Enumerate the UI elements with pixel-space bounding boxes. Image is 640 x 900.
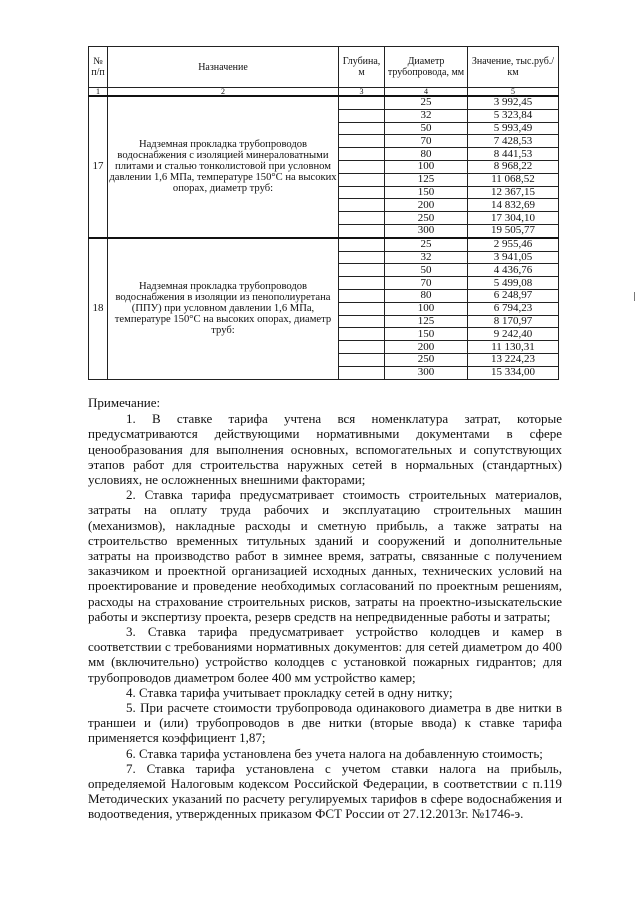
table-row: [89, 96, 559, 109]
diameter-cell: 50: [385, 122, 468, 135]
depth-cell: [339, 366, 385, 379]
depth-cell: [339, 289, 385, 302]
notes-section: [88, 395, 562, 822]
value-cell: 6 248,97: [468, 289, 559, 302]
diameter-cell: 150: [385, 186, 468, 199]
header-number: № п/п: [89, 47, 108, 88]
diameter-cell: 100: [385, 160, 468, 173]
depth-cell: [339, 148, 385, 161]
diameter-cell: 300: [385, 366, 468, 379]
value-cell: 7 428,53: [468, 135, 559, 148]
row-description: Надземная прокладка трубопроводов водоснабжения с изоляцией минераловатными плитами и сталью тонколистовой при условном давлении 1,6 МПа, температуре 150°С на высоких опорах, диаметр труб:: [108, 96, 339, 238]
depth-cell: [339, 173, 385, 186]
depth-cell: [339, 341, 385, 354]
depth-cell: [339, 264, 385, 277]
value-cell: 9 242,40: [468, 328, 559, 341]
diameter-cell: 150: [385, 328, 468, 341]
depth-cell: [339, 277, 385, 290]
row-description: Надземная прокладка трубопроводов водоснабжения в изоляции из пенополиуретана (ППУ) при условном давлении 1,6 МПа, температуре 150°С на высоких опорах, диаметр труб:: [108, 238, 339, 379]
note-item: 5. При расчете стоимости трубопровода одинакового диаметра в две нитки в траншеи и (или) трубопроводов в две нитки (вторые ввода) к ставке тарифа применяется коэффициент 1,87;: [88, 700, 562, 746]
depth-cell: [339, 96, 385, 109]
table-row: [89, 238, 559, 251]
row-number: 17: [89, 96, 108, 238]
value-cell: 2 955,46: [468, 238, 559, 251]
value-cell: 5 499,08: [468, 277, 559, 290]
header-depth: Глубина, м: [339, 47, 385, 88]
note-item: 1. В ставке тарифа учтена вся номенклатура затрат, которые предусматриваются действующими нормативными документами в сфере ценообразования для выполнения основных, вспомогательных и сопутствующих этапов работ для строительства наружных сетей в нормальных (стандартных) условиях, не осложненных внешними факторами;: [88, 411, 562, 488]
diameter-cell: 32: [385, 109, 468, 122]
table-group-18: [89, 238, 559, 379]
diameter-cell: 100: [385, 302, 468, 315]
value-cell: 5 993,49: [468, 122, 559, 135]
value-cell: 11 068,52: [468, 173, 559, 186]
note-item: 3. Ставка тарифа предусматривает устройство колодцев и камер в соответствии с требованиями нормативных документов: для сетей диаметром до 400 мм (включительно) устройство колодцев с установкой пожарных гидрантов; для трубопроводов диаметром более 400 мм устройство камер;: [88, 624, 562, 685]
value-cell: 8 170,97: [468, 315, 559, 328]
note-item: 2. Ставка тарифа предусматривает стоимость строительных материалов, затраты на оплату труда рабочих и эксплуатацию строительных машин (механизмов), накладные расходы и сметную прибыль, а также затраты на строительство временных титульных зданий и сооружений и дополнительные затраты на производство работ в зимнее время, затраты, связанные с получением заказчиком и проектной организацией исходных данных, технических условий на проектирование и проведение необходимых согласований по проектным решениям, расходы на страхование строительных рисков, затраты на проектно-изыскательские работы и экспертизу проекта, резерв средств на непредвиденные работы и затраты;: [88, 487, 562, 624]
diameter-cell: 125: [385, 173, 468, 186]
value-cell: 4 436,76: [468, 264, 559, 277]
depth-cell: [339, 328, 385, 341]
note-item: 7. Ставка тарифа установлена с учетом ставки налога на прибыль, определяемой Налоговым кодексом Российской Федерации, в соответствии с п.119 Методических указаний по расчету регулируемых тарифов в сфере водоснабжения и водоотведения, утвержденных приказом ФСТ России от 27.12.2013г. №1746-э.: [88, 760, 562, 822]
table-index-row: [89, 88, 559, 97]
value-cell: 14 832,69: [468, 199, 559, 212]
depth-cell: [339, 122, 385, 135]
header-diameter: Диаметр трубопровода, мм: [385, 47, 468, 88]
diameter-cell: 70: [385, 135, 468, 148]
depth-cell: [339, 238, 385, 251]
diameter-cell: 32: [385, 251, 468, 264]
depth-cell: [339, 353, 385, 366]
index-cell: 2: [108, 88, 339, 97]
diameter-cell: 80: [385, 289, 468, 302]
diameter-cell: 80: [385, 148, 468, 161]
diameter-cell: 200: [385, 199, 468, 212]
depth-cell: [339, 186, 385, 199]
header-value: Значение, тыс.руб./км: [468, 47, 559, 88]
diameter-cell: 250: [385, 353, 468, 366]
header-purpose: Назначение: [108, 47, 339, 88]
note-item: 6. Ставка тарифа установлена без учета налога на добавленную стоимость;: [126, 745, 543, 761]
value-cell: 11 130,31: [468, 341, 559, 354]
diameter-cell: 300: [385, 224, 468, 237]
depth-cell: [339, 224, 385, 237]
table-header-row: [89, 47, 559, 88]
value-cell: 6 794,23: [468, 302, 559, 315]
value-cell: 3 992,45: [468, 96, 559, 109]
value-cell: 13 224,23: [468, 353, 559, 366]
value-cell: 8 968,22: [468, 160, 559, 173]
value-cell: 17 304,10: [468, 212, 559, 225]
index-cell: 4: [385, 88, 468, 97]
depth-cell: [339, 251, 385, 264]
diameter-cell: 200: [385, 341, 468, 354]
note-item: 4. Ставка тарифа учитывает прокладку сетей в одну нитку;: [126, 684, 453, 700]
index-cell: 1: [89, 88, 108, 97]
scan-artifact-mark: [634, 292, 635, 301]
notes-title: Примечание:: [88, 395, 161, 410]
table-group-17: [89, 96, 559, 238]
value-cell: 8 441,53: [468, 148, 559, 161]
value-cell: 19 505,77: [468, 224, 559, 237]
value-cell: 3 941,05: [468, 251, 559, 264]
index-cell: 3: [339, 88, 385, 97]
depth-cell: [339, 109, 385, 122]
diameter-cell: 125: [385, 315, 468, 328]
row-number: 18: [89, 238, 108, 379]
value-cell: 5 323,84: [468, 109, 559, 122]
depth-cell: [339, 315, 385, 328]
depth-cell: [339, 302, 385, 315]
value-cell: 15 334,00: [468, 366, 559, 379]
depth-cell: [339, 135, 385, 148]
value-cell: 12 367,15: [468, 186, 559, 199]
depth-cell: [339, 160, 385, 173]
diameter-cell: 25: [385, 96, 468, 109]
diameter-cell: 25: [385, 238, 468, 251]
depth-cell: [339, 199, 385, 212]
diameter-cell: 70: [385, 277, 468, 290]
diameter-cell: 50: [385, 264, 468, 277]
depth-cell: [339, 212, 385, 225]
index-cell: 5: [468, 88, 559, 97]
tariff-table: [88, 46, 559, 380]
diameter-cell: 250: [385, 212, 468, 225]
